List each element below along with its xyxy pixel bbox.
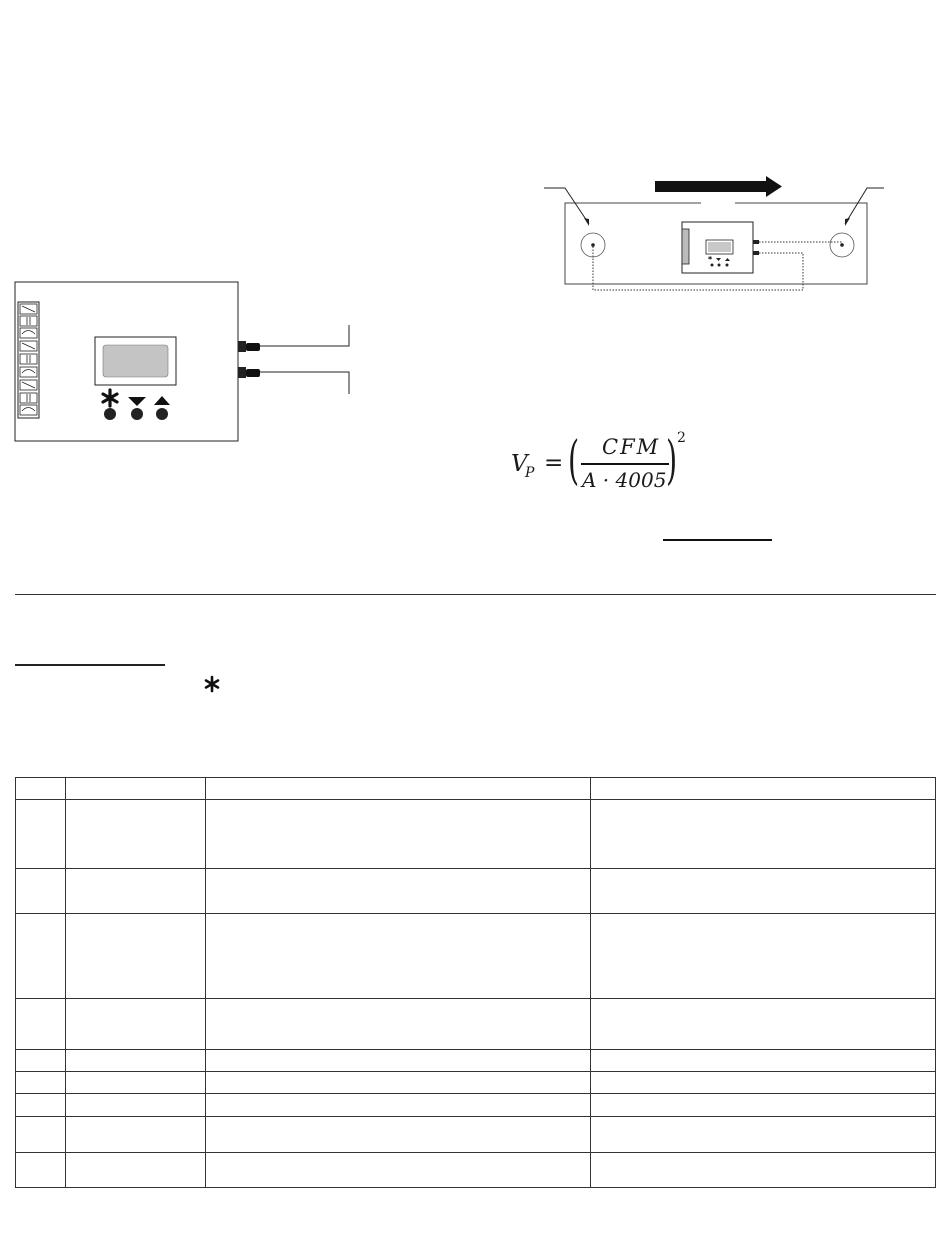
formula-underline (663, 539, 772, 541)
formula-equals: = (544, 450, 564, 476)
formula-numerator: CFM (602, 435, 661, 459)
formula-lhs-subscript: P (525, 465, 535, 481)
formula-exponent: 2 (677, 430, 686, 446)
section-heading-underline (15, 664, 165, 666)
table-row (16, 1153, 936, 1188)
table-row (16, 800, 936, 869)
leader-lines (544, 188, 884, 224)
formula-fraction-bar (581, 463, 669, 465)
formula-denominator: A · 4005 (582, 468, 667, 492)
fitting-leader-lines (260, 325, 349, 394)
parameter-table (15, 777, 936, 1188)
svg-text:*: * (708, 255, 713, 264)
terminal-block (18, 302, 39, 418)
table-row (16, 869, 936, 914)
small-asterisk-icon (204, 675, 224, 697)
formula-close-paren: ) (666, 431, 678, 491)
formula-lhs: V (511, 451, 528, 477)
asterisk-button[interactable] (104, 408, 116, 420)
up-button[interactable] (156, 408, 168, 420)
table-row (16, 999, 936, 1050)
table-row (16, 1094, 936, 1117)
display-screen (103, 345, 168, 377)
down-button[interactable] (131, 408, 143, 420)
controller-diagram (0, 0, 400, 460)
mini-controller (682, 222, 759, 273)
table-row (16, 1072, 936, 1094)
formula-open-paren: ( (568, 431, 580, 491)
airflow-arrow-icon (655, 176, 782, 197)
table-row (16, 914, 936, 999)
table-row (16, 1117, 936, 1153)
table-row (16, 778, 936, 800)
section-divider (15, 594, 936, 595)
pressure-fittings (238, 341, 260, 378)
velocity-pressure-formula (505, 425, 705, 495)
table-row (16, 1050, 936, 1072)
